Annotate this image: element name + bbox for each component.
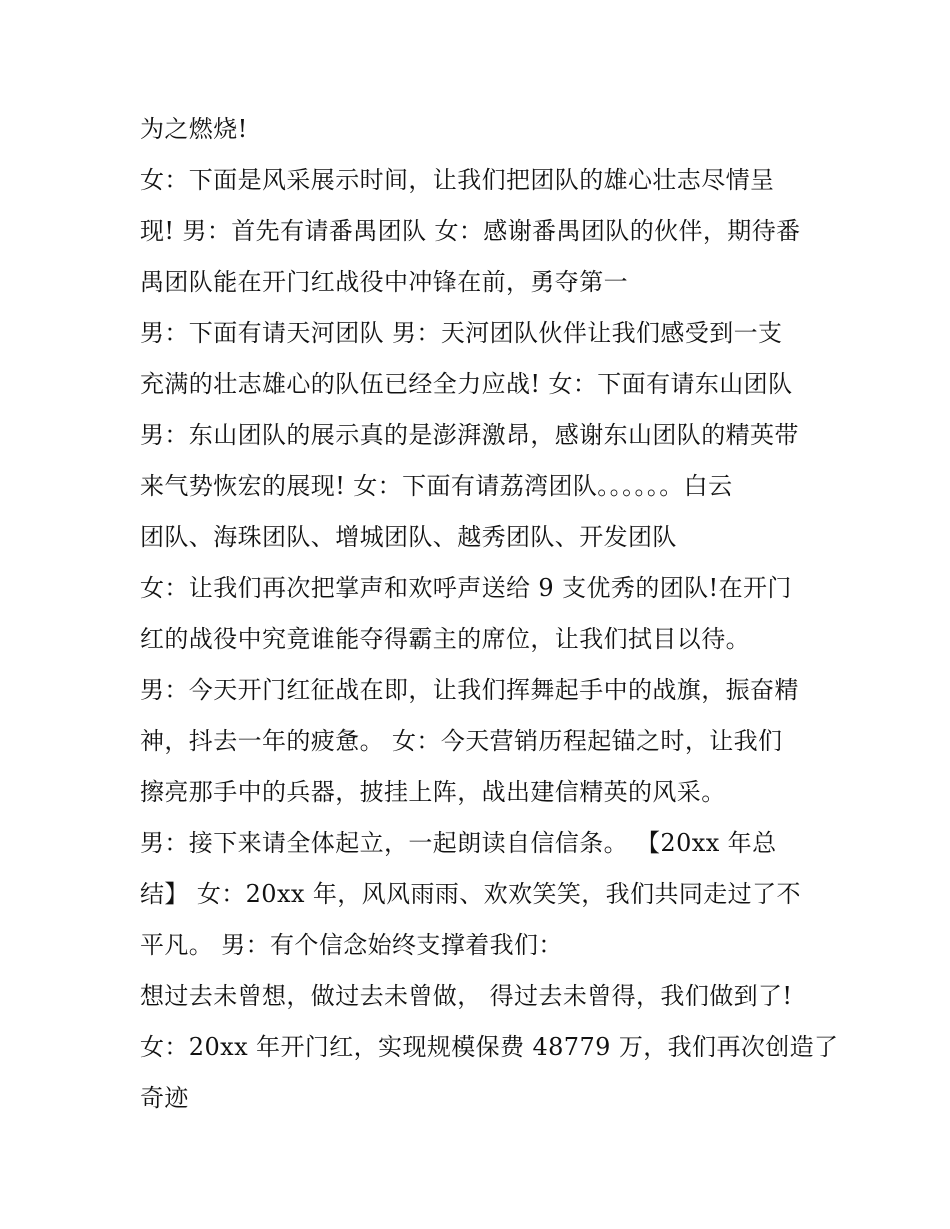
text-line: 男：下面有请天河团队 男：天河团队伙伴让我们感受到一支 <box>140 319 783 347</box>
text-line: 平凡。 男：有个信念始终支撑着我们： <box>140 931 563 959</box>
text-line: 充满的壮志雄心的队伍已经全力应战! 女：下面有请东山团队 <box>140 370 793 398</box>
text-line: 来气势恢宏的展现! 女：下面有请荔湾团队。。。。。。白云 <box>140 472 733 500</box>
text-line: 男：东山团队的展示真的是澎湃激昂，感谢东山团队的精英带 <box>140 421 799 449</box>
text-line: 神，抖去一年的疲惫。 女：今天营销历程起锚之时，让我们 <box>140 727 783 755</box>
text-line: 现! 男：首先有请番禺团队 女：感谢番禺团队的伙伴，期待番 <box>140 217 801 245</box>
text-line: 女：下面是风采展示时间，让我们把团队的雄心壮志尽情呈 <box>140 166 775 194</box>
text-line: 奇迹 <box>140 1084 189 1112</box>
text-line: 想过去未曾想，做过去未曾做， 得过去未曾得，我们做到了! <box>140 982 793 1010</box>
text-line: 男：今天开门红征战在即，让我们挥舞起手中的战旗，振奋精 <box>140 676 799 704</box>
text-line: 擦亮那手中的兵器，披挂上阵，战出建信精英的风采。 <box>140 778 726 806</box>
text-line: 禺团队能在开门红战役中冲锋在前，勇夺第一 <box>140 268 628 296</box>
text-line: 团队、海珠团队、增城团队、越秀团队、开发团队 <box>140 523 677 551</box>
text-line: 女：20xx 年开门红，实现规模保费 48779 万，我们再次创造了 <box>140 1033 839 1061</box>
document-body <box>140 104 839 1124</box>
text-line: 为之燃烧! <box>140 115 248 143</box>
text-line: 结】 女：20xx 年，风风雨雨、欢欢笑笑，我们共同走过了不 <box>140 880 801 908</box>
text-line: 男：接下来请全体起立，一起朗读自信信条。 【20xx 年总 <box>140 829 777 857</box>
text-line: 女：让我们再次把掌声和欢呼声送给 9 支优秀的团队!在开门 <box>140 574 792 602</box>
text-line: 红的战役中究竟谁能夺得霸主的席位，让我们拭目以待。 <box>140 625 750 653</box>
